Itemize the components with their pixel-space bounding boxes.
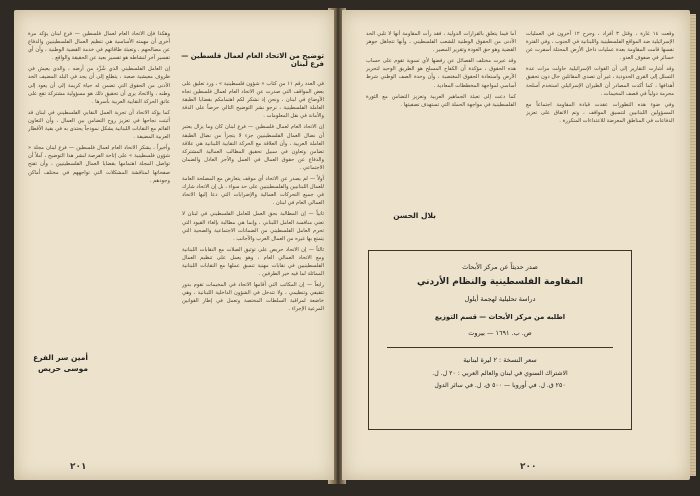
paragraph: أولاً — لم يصدر عن الاتحاد أي موقف يتعارض مع المصلحة العامة للعمال اللبنانيين والفلسطينيين على حد سواء ، بل إن الاتحاد شارك في جميع التحركات العمالية والإضرابات التي دعا إليها الاتحاد العمالي العام في لبنان .: [182, 176, 324, 207]
page-number: ٢٠١: [70, 462, 87, 472]
page-edges: [690, 14, 696, 476]
author-signature: بلال الحسن: [393, 211, 436, 220]
paragraph: كما يؤكد الاتحاد أن تجربة العمل النقابي الفلسطيني في لبنان قد أثبتت نجاحها في تعزيز روح التضامن بين العمال ، وأن التعاون القائم مع النقابات اللبنانية يشكل نموذجاً يحتذى به في بقية الأقطار العربية المضيفة .: [28, 109, 170, 141]
paragraph: وأخيراً ، يشكر الاتحاد العام لعمال فلسطين — فرع لبنان مجلة « شؤون فلسطينية » على إتاحة الفرصة لنشر هذا التوضيح ، آملاً أن تواصل المجلة اهتمامها بقضايا العمال الفلسطينيين ، وأن تفتح صفحاتها لمناقشة المشكلات التي تواجههم في مختلف أماكن وجودهم .: [28, 145, 170, 184]
paragraph: ثالثاً — إن الاتحاد حريص على توثيق الصلات مع النقابات اللبنانية ومع الاتحاد العمالي العام ، وهو يعمل على تنظيم العمال الفلسطينيين في نقابات مهنية تنسق عملها مع النقابات اللبنانية المماثلة لما فيه خير الطرفين .: [182, 246, 324, 278]
ad-subscription-price: الاشتراك السنوي في لبنان والعالم العربي : ٢٠ ل. ل.: [432, 370, 568, 377]
ad-book-subtitle: دراسة تحليلية لهجمة أيلول: [464, 295, 536, 303]
paragraph: وهكذا فإن الاتحاد العام لعمال فلسطين — فرع لبنان يؤكد مرة أخرى أن مهمته الأساسية هي تنظيم العمال الفلسطينيين والدفاع عن مصالحهم ، وتعبئة طاقاتهم في خدمة القضية الوطنية ، وأن أي تفسير آخر لنشاطه هو تفسير بعيد عن الحقيقة والواقع .: [28, 31, 170, 62]
right-page-column-left: [366, 30, 516, 198]
left-page-column-left: [28, 30, 170, 330]
right-page: [342, 10, 690, 480]
page-number: ٢٠٠: [520, 462, 537, 472]
ad-address: ص. ب. ١٦٩١ — بيروت: [468, 329, 532, 337]
signature-block: [18, 352, 88, 374]
ad-book-title: المقاومة الفلسطينية والنظام الأردني: [417, 277, 583, 287]
paragraph: وفي ضوء هذه التطورات عقدت قيادة المقاومة اجتماعاً مع المسؤولين اللبنانيين لتنسيق المواقف ، وتم الاتفاق على تعزيز الدفاعات في المناطق المعرضة للاعتداءات المتكررة .: [526, 101, 674, 124]
paragraph: رابعاً — إن المكاتب التي أقامها الاتحاد في المخيمات تقوم بدور تثقيفي وتنظيمي ، ولا تتدخل في الشؤون الداخلية اللبنانية ، وهي خاضعة لمراقبة السلطات المختصة وتعمل في إطار القوانين المرعية الإجراء .: [182, 282, 324, 313]
paragraph: وقد أشارت التقارير إلى أن القوات الإسرائيلية حاولت مرات عدة التسلل إلى القرى الحدودية ، غير أن تصدي المقاتلين حال دون تحقيق أهدافها ، كما أكدت المصادر أن الطيران الإسرائيلي استخدم أسلحة محرمة دولياً في قصف المخيمات .: [526, 66, 674, 97]
paragraph: ثانياً — إن المطالبة بحق العمل للعامل الفلسطيني في لبنان لا تعني منافسة العامل اللبناني ، وإنما هي مطالبة بإلغاء القيود التي تحرم العامل الفلسطيني من الضمانات الاجتماعية والصحية التي يتمتع بها غيره من العمال العرب والأجانب .: [182, 211, 324, 242]
signature-title: أمين سر الفرع: [33, 353, 88, 362]
paragraph: أما فيما يتعلق بالقرارات الدولية ، فقد رأت المقاومة أنها لا تلبي الحد الأدنى من الحقوق الوطنية للشعب الفلسطيني ، وأنها تتجاهل جوهر القضية وهو حق العودة وتقرير المصير .: [366, 31, 516, 54]
paragraph: إن الاتحاد العام لعمال فلسطين — فرع لبنان كان وما يزال يعتبر أن نضال العمال الفلسطينيين جزء لا يتجزأ من نضال الطبقة العاملة العربية ، وأن العلاقة مع الحركة النقابية اللبنانية هي علاقة تضامن وتعاون في سبيل تحقيق المطالب العمالية المشتركة والدفاع عن حقوق العمال في العمل والأجر العادل والضمان الاجتماعي .: [182, 124, 324, 171]
ad-foreign-price: ٢٥٠ ق. ل. في أوروبا — ٥٠٠ ق. ل. في سائر الدول: [434, 382, 566, 389]
paragraph: وقعت ١٤ غارة ، وقتل ٣ أفراد ، وجرح ١٢ آخرون في العمليات الإسرائيلية ضد المواقع الفلسطينية واللبنانية في الجنوب ، وفي الفترة نفسها قامت المقاومة بعدة عمليات داخل الأرض المحتلة أسفرت عن خسائر في صفوف العدو .: [526, 31, 674, 62]
book-advertisement: [368, 250, 632, 430]
ad-copy-price: سعر النسخة : ٢ ليرة لبنانية: [463, 356, 537, 364]
paragraph: وقد عبرت مختلف الفصائل عن رفضها لأي تسوية تقوم على حساب هذه الحقوق ، مؤكدة أن الكفاح المسلح هو الطريق الوحيد لتحرير الأرض واستعادة الحقوق المغتصبة ، وأن وحدة الصف الوطني شرط أساسي لمواجهة المخططات المعادية .: [366, 58, 516, 89]
ad-intro: صدر حديثاً عن مركز الأبحاث: [462, 263, 538, 271]
paragraph: كما دعت إلى تعبئة الجماهير العربية وتعزيز التضامن مع الثورة الفلسطينية في مواجهة الحملة التي تستهدف تصفيتها .: [366, 93, 516, 108]
right-page-column-right: [526, 30, 674, 235]
left-page-column-right: [182, 80, 324, 420]
paragraph: إن العامل الفلسطيني الذي شُرِّد من أرضه ، والذي يعيش في ظروف معيشية صعبة ، يتطلع إلى أن يجد في البلد المضيف الحد الأدنى من الحقوق التي تضمن له حياة كريمة إلى أن يعود إلى وطنه ، والاتحاد يرى أن تحقيق ذلك هو مسؤولية مشتركة تقع على عاتق الحركة النقابية العربية بأسرها .: [28, 66, 170, 105]
paragraph: في العدد رقم ١١ من كتاب « شؤون فلسطينية » ، ورد تعليق على بعض المواقف التي صدرت عن الاتحاد العام لعمال فلسطين تجاه الأوضاع في لبنان ، ونحن إذ نشكر لكم اهتمامكم بقضايا الطبقة العاملة الفلسطينية ، نرجو نشر التوضيح التالي حرصاً على الدقة والأمانة في نقل المعلومات .: [182, 81, 324, 120]
left-page: [14, 10, 334, 480]
ad-divider: [387, 347, 613, 348]
article-heading: توضيح من الاتحاد العام لعمال فلسطين — فرع لبنان: [181, 52, 324, 68]
signature-name: موسى حريص: [37, 364, 88, 373]
ad-publisher: اطلبه من مركز الأبحاث — قسم التوزيع: [434, 313, 566, 321]
